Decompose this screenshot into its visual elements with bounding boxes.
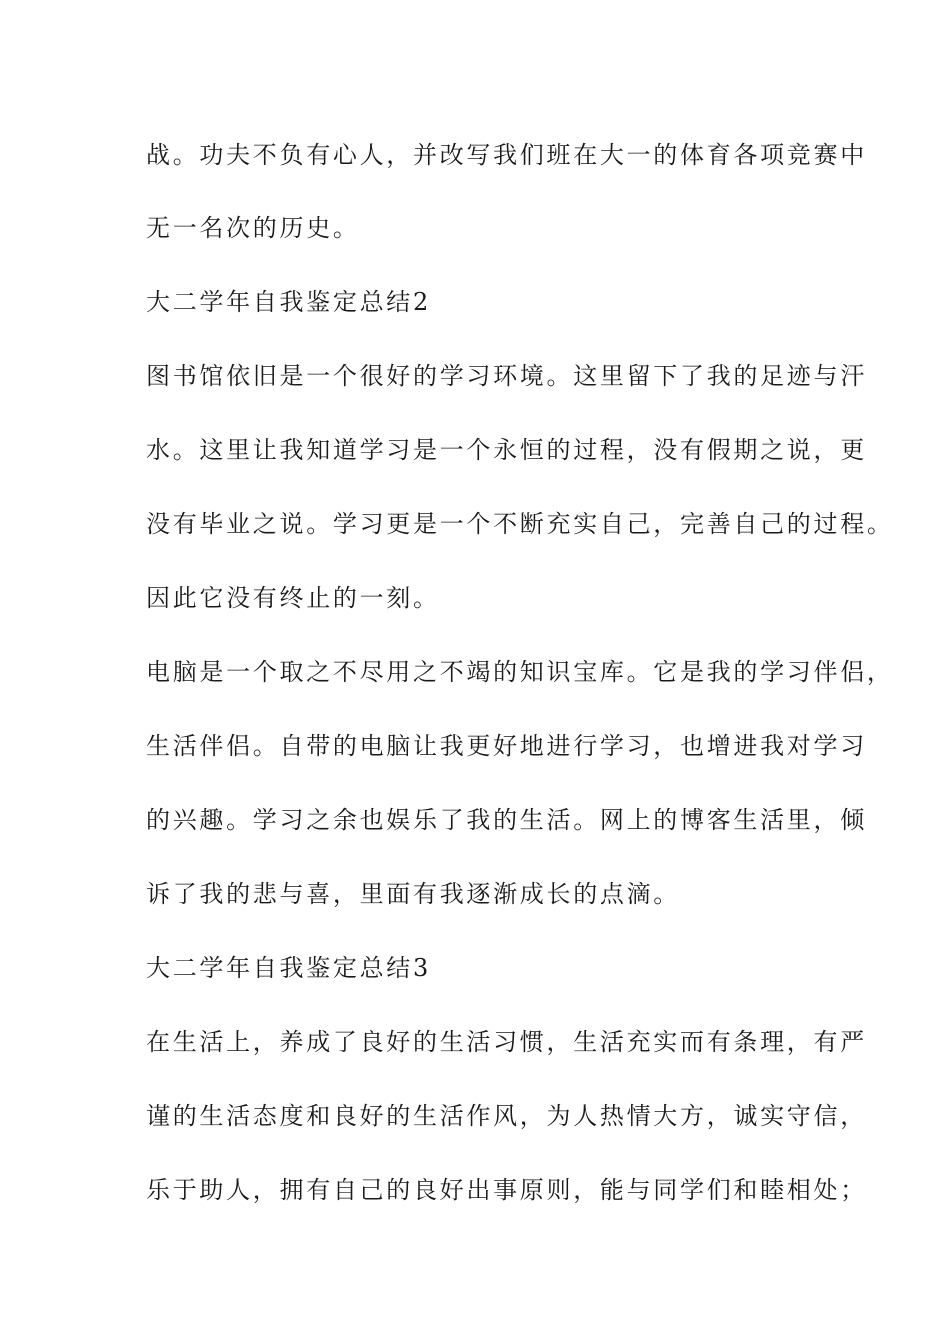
paragraph-line: 乐于助人，拥有自己的良好出事原则，能与同学们和睦相处； [146,1176,867,1204]
paragraph-line: 战。功夫不负有心人，并改写我们班在大一的体育各项竞赛中 [146,141,867,169]
paragraph-line: 图书馆依旧是一个很好的学习环境。这里留下了我的足迹与汗 [146,362,867,390]
paragraph-line: 电脑是一个取之不尽用之不竭的知识宝库。它是我的学习伴侣， [146,658,894,686]
section-heading: 大二学年自我鉴定总结2 [146,288,431,316]
section-heading: 大二学年自我鉴定总结3 [146,954,431,982]
paragraph-line: 谨的生活态度和良好的生活作风，为人热情大方，诚实守信， [146,1102,867,1130]
paragraph-line: 生活伴侣。自带的电脑让我更好地进行学习，也增进我对学习 [146,732,867,760]
paragraph-line: 的兴趣。学习之余也娱乐了我的生活。网上的博客生活里，倾 [146,806,867,834]
paragraph-line: 诉了我的悲与喜，里面有我逐渐成长的点滴。 [146,880,680,908]
paragraph-line: 在生活上，养成了良好的生活习惯，生活充实而有条理，有严 [146,1028,867,1056]
paragraph-line: 因此它没有终止的一刻。 [146,584,440,612]
paragraph-line: 水。这里让我知道学习是一个永恒的过程，没有假期之说，更 [146,436,867,464]
paragraph-line: 无一名次的历史。 [146,214,360,242]
paragraph-line: 没有毕业之说。学习更是一个不断充实自己，完善自己的过程。 [146,510,894,538]
